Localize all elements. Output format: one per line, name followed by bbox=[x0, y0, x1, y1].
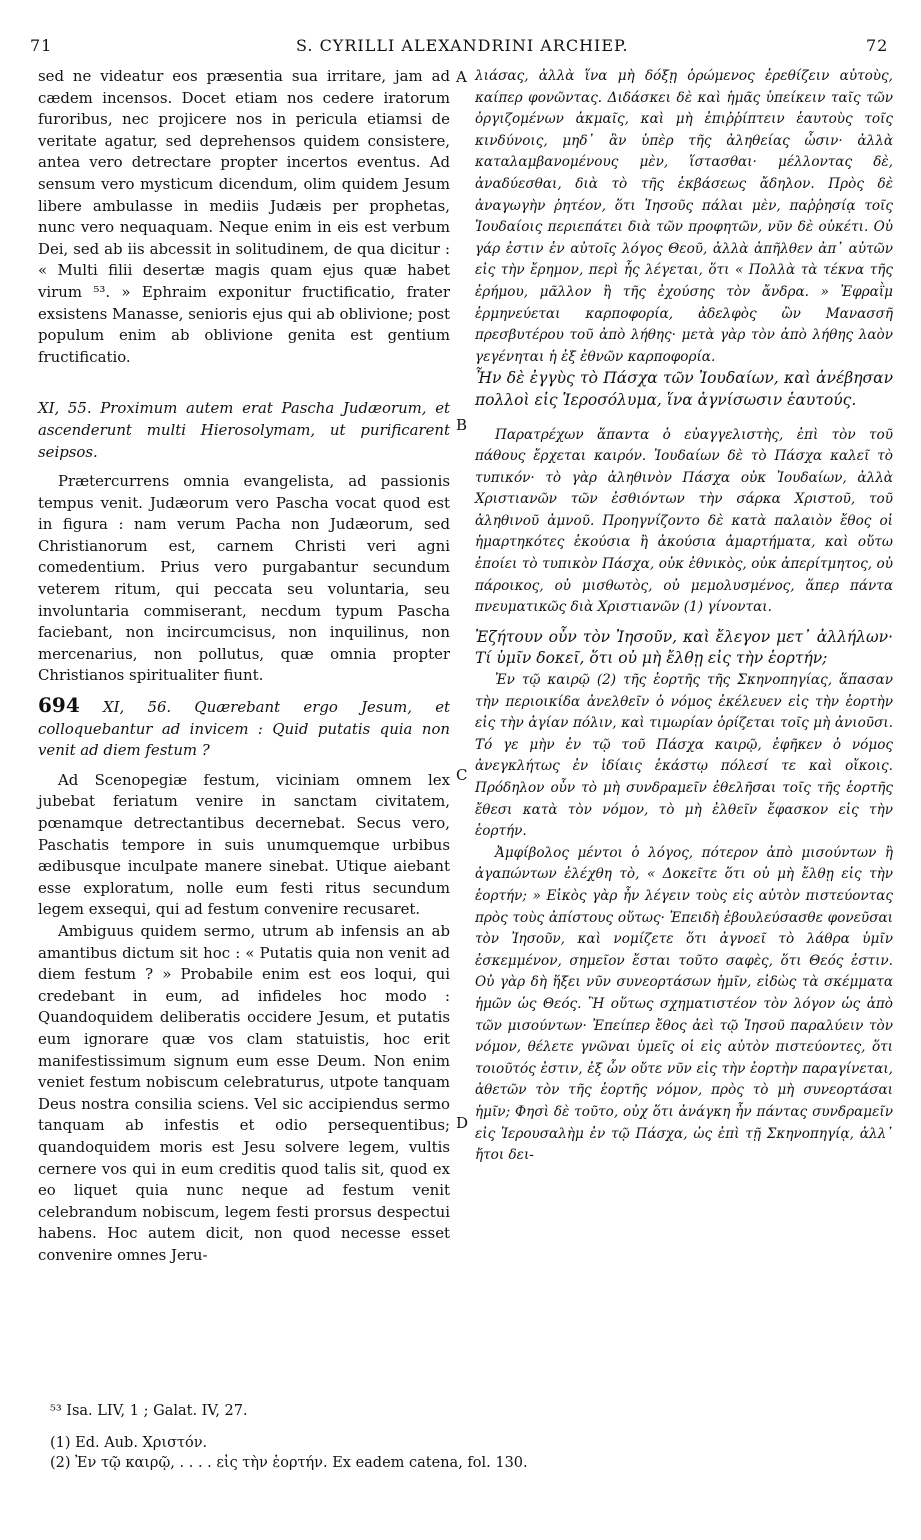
latin-paragraph-2: Prætercurrens omnia evangelista, ad passionis tempus venit. Judæorum vero Pascha vocat quod est in figura : nam verum Pacha non Judæorum, sed Christianorum est, carnem Christi veri agni comedentium. Prius vero purgabantur secundum veterem ritum, qui peccata seu voluntaria, seu involuntaria commiserant, necdum typum Pascha faciebant, non incircumcisus, non inquilinus, non mercenarius, non pollutus, quæ omnia propter Christianos spiritualiter fiunt. bbox=[38, 472, 450, 685]
column-number: 694 bbox=[38, 693, 80, 718]
footnote-53: ⁵³ Isa. LIV, 1 ; Galat. IV, 27. bbox=[50, 1403, 248, 1419]
greek-column bbox=[475, 66, 893, 1167]
latin-column bbox=[38, 66, 450, 1266]
page-number-left: 71 bbox=[30, 36, 53, 55]
running-title: S. CYRILLI ALEXANDRINI ARCHIEP. bbox=[296, 36, 629, 55]
greek-paragraph-2: Παρατρέχων ἅπαντα ὁ εὐαγγελιστὴς, ἐπὶ τὸν τοῦ πάθους ἔρχεται καιρόν. Ἰουδαίων δὲ τὸ Πάσχα καλεῖ τὸ τυπικόν· τὸ γὰρ ἀληθινὸν Πάσχα οὐκ Ἰουδαίων, ἀλλὰ Χριστιανῶν τῶν ἐσθιόντων τὴν σάρκα Χριστοῦ, τοῦ ἀληθινοῦ ἀμνοῦ. Προηγνίζοντο δὲ κατὰ παλαιὸν ἔθος οἱ ἡμαρτηκότες ἑκούσια ἢ ἀκούσια ἁμαρτήματα, καὶ οὕτω ἐποίει τὸ τυπικὸν Πάσχα, οὐκ ἐθνικὸς, οὐκ ἀπερίτμητος, οὐ πάροικος, οὐ μισθωτὸς, οὐ μεμολυσμένος, ἅπερ πάντα πνευματικῶς διὰ Χριστιανῶν (1) γίνονται. bbox=[475, 426, 893, 616]
footnote-2: (2) Ἐν τῷ καιρῷ, . . . . εἰς τὴν ἑορτήν. Ex eadem catena, fol. 130. bbox=[50, 1455, 528, 1471]
greek-paragraph-3: Ἐν τῷ καιρῷ (2) τῆς ἑορτῆς τῆς Σκηνοπηγίας, ἅπασαν τὴν περιοικίδα ἀνελθεῖν ὁ νόμος ἐκέλευεν εἰς τὴν ἑορτὴν εἰς τὴν ἁγίαν πόλιν, καὶ τιμωρίαν ὁρίζεται τοῖς μὴ ἀνιοῦσι. Τό γε μὴν ἐν τῷ τοῦ Πάσχα καιρῷ, ἐφῆκεν ὁ νόμος ἀνεγκλήτως ἐν ἰδίαις ἑκάστῳ πόλεσί τε καὶ οἴκοις. Πρόδηλον οὖν τὸ μὴ συνδραμεῖν ἐθελῆσαι τοῖς τῆς ἑορτῆς ἔθεσι κατὰ τὸν νόμον, τὸ μὴ ἐλθεῖν ἔφασκον εἰς τὴν ἑορτήν. bbox=[475, 672, 893, 840]
greek-paragraph-1: λιάσας, ἀλλὰ ἵνα μὴ δόξῃ ὁρώμενος ἐρεθίζειν αὐτοὺς, καίπερ φονῶντας. Διδάσκει δὲ καὶ ἡμᾶς ὑπείκειν ταῖς τῶν ὀργιζομένων ἀκμαῖς, καὶ μὴ ἐπιῤῥίπτειν ἑαυτοὺς τοῖς κινδύνοις, μηδ᾽ ἂν ὑπὲρ τῆς ἀληθείας ὦσιν· ἀλλὰ καταλαμβανομένους μὲν, ἵστασθαι· μέλλοντας δὲ, ἀναδύεσθαι, διὰ τὸ τῆς ἐκβάσεως ἄδηλον. Πρὸς δὲ ἀναγωγὴν ῥητέον, ὅτι Ἰησοῦς πάλαι μὲν, παῤῥησίᾳ τοῖς Ἰουδαίοις περιεπάτει διὰ τῶν προφητῶν, νῦν δὲ οὐκέτι. Οὐ γάρ ἐστιν ἐν αὐτοῖς λόγος Θεοῦ, ἀλλὰ ἀπῆλθεν ἀπ᾽ αὐτῶν εἰς τὴν ἔρημον, περὶ ἧς λέγεται, ὅτι « Πολλὰ τὰ τέκνα τῆς ἐρήμου, μᾶλλον ἢ τῆς ἐχούσης τὸν ἄνδρα. » Ἐφραῒμ ἑρμηνεύεται καρποφορία, ἀδελφὸς ὢν Μανασσῆ πρεσβυτέρου τοῦ ἀπὸ λήθης· μετὰ γὰρ τὸν ἀπὸ λήθης λαὸν γεγένηται ἡ ἐξ ἐθνῶν καρποφορία. bbox=[475, 68, 893, 365]
margin-letter-d: D bbox=[456, 1114, 469, 1132]
footnote-1: (1) Ed. Aub. Χριστόν. bbox=[50, 1435, 208, 1451]
latin-paragraph-4: Ambiguus quidem sermo, utrum ab infensis an ab amantibus dictum sit hoc : « Putatis quia non venit ad diem festum ? » Probabile enim est eos loqui, qui credebant in eum, ad infideles hoc modo : Quandoquidem deliberatis occidere Jesum, et putatis eum ignorare quæ vos clam statuistis, hoc erit manifestissimum signum eum esse Deum. Non enim veniet festum nobiscum celebraturus, utpote tanquam Deus nostra consilia sciens. Vel sic accipiendus sermo tanquam ab infestis et odio persequentibus; quandoquidem moris est Jesu solvere legem, vultis cernere vos qui in eum creditis quod talis sit, quod ex eo liquet quia nunc neque ad festum venit celebrandum nobiscum, legem festi prorsus despectui habens. Hoc autem dicit, non quod necesse esset convenire omnes Jeru- bbox=[38, 921, 450, 1264]
margin-letter-c: C bbox=[456, 766, 468, 784]
margin-letter-a: A bbox=[456, 68, 467, 86]
latin-lemma-2: XI, 56. Quærebant ergo Jesum, et colloquebantur ad invicem : Quid putatis quia non venit ad diem festum ? bbox=[38, 698, 450, 760]
latin-paragraph-1: sed ne videatur eos præsentia sua irritare, jam ad cædem incensos. Docet etiam nos cedere iratorum furoribus, nec projicere nos in pericula etiamsi de veritate agatur, sed deprehensos quidem consistere, antea vero detrectare propter incertos eventus. Ad sensum vero mysticum dicendum, olim quidem Jesum libere ambulasse in mediis Judæis per prophetas, nunc vero nequaquam. Neque enim in eis est verbum Dei, sed ab iis abcessit in solitudinem, de qua dicitur : « Multi filii desertæ magis quam ejus quæ habet virum ⁵³. » Ephraim exponitur fructificatio, frater exsistens Manasse, senioris ejus qui ab oblivione; post populum enim ab oblivione genita est gentium fructificatio. bbox=[38, 67, 450, 366]
margin-letter-b: B bbox=[456, 416, 468, 434]
page-number-right: 72 bbox=[866, 36, 889, 55]
latin-paragraph-3: Ad Scenopegiæ festum, viciniam omnem lex jubebat feriatum venire in sanctam civitatem, pœnamque detrectantibus decernebat. Secus vero, Paschatis tempore in suis unumquemque urbibus ædibusque inculpate manere sinebat. Utique aiebant esse exploratum, nolle eum festi ritus secundum legem exsequi, qui ad festum convenire recusaret. bbox=[38, 770, 450, 919]
greek-lemma-2: Ἐζήτουν οὖν τὸν Ἰησοῦν, καὶ ἔλεγον μετ᾽ ἀλλήλων· Τί ὑμῖν δοκεῖ, ὅτι οὐ μὴ ἔλθῃ εἰς τὴν ἑορτήν; bbox=[475, 627, 893, 668]
greek-paragraph-4: Ἀμφίβολος μέντοι ὁ λόγος, πότερον ἀπὸ μισούντων ἢ ἀγαπώντων ἐλέχθη τὸ, « Δοκεῖτε ὅτι οὐ μὴ ἔλθῃ εἰς τὴν ἑορτήν; » Εἰκὸς γὰρ ἦν λέγειν τοὺς εἰς αὐτὸν πιστεύοντας πρὸς τοὺς ἀπίστους οὕτως· Ἐπειδὴ ἐβουλεύσασθε φονεῦσαι τὸν Ἰησοῦν, καὶ νομίζετε ὅτι ἀγνοεῖ τὸ λάθρα ὑμῖν ἐσκεμμένον, σημεῖον ἔσται τοῦτο σαφὲς, ὅτι Θεός ἐστιν. Οὐ γὰρ δὴ ἥξει νῦν συνεορτάσων ἡμῖν, εἰδὼς τὰ σκέμματα ἡμῶν ὡς Θεός. Ἢ οὕτως σχηματιστέον τὸν λόγον ὡς ἀπὸ τῶν μισούντων· Ἐπείπερ ἔθος ἀεὶ τῷ Ἰησοῦ παραλύειν τὸν νόμον, θέλετε γνῶναι ὑμεῖς οἱ εἰς αὐτὸν πιστεύοντες, ὅτι τοιοῦτός ἐστιν, ἐξ ὧν οὔτε νῦν εἰς τὴν ἑορτὴν παραγίνεται, ἀθετῶν τὸν τῆς ἑορτῆς νόμον, πρὸς τὸ μὴ συνεορτάσαι ἡμῖν; Φησὶ δὲ τοῦτο, οὐχ ὅτι ἀνάγκη ἦν πάντας συνδραμεῖν εἰς Ἱερουσαλὴμ ἐν τῷ Πάσχα, ὡς ἐπὶ τῇ Σκηνοπηγίᾳ, ἀλλ᾽ ἤτοι δει- bbox=[475, 844, 893, 1164]
greek-lemma-1: Ἦν δὲ ἐγγὺς τὸ Πάσχα τῶν Ἰουδαίων, καὶ ἀνέβησαν πολλοὶ εἰς Ἱεροσόλυμα, ἵνα ἁγνίσωσιν ἑαυτούς. bbox=[475, 369, 893, 409]
latin-lemma-1: XI, 55. Proximum autem erat Pascha Judæorum, et ascenderunt multi Hierosolymam, ut purificarent seipsos. bbox=[38, 399, 450, 461]
